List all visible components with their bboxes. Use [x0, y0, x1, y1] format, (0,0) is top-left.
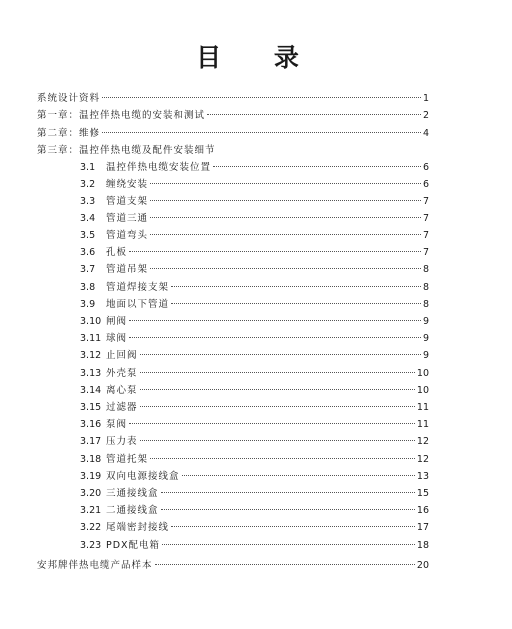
toc-entry-number: 3.3: [80, 196, 96, 207]
toc-entry-label: 管道托架: [106, 454, 149, 465]
toc-subentry[interactable]: [80, 348, 429, 364]
toc-entry-page: 2: [422, 110, 429, 121]
toc-leader-dots: [129, 337, 421, 338]
toc-entry-label: 管道吊架: [106, 264, 149, 275]
toc-entry-page: 8: [422, 264, 429, 275]
toc-entry-number: 3.22: [80, 522, 102, 533]
toc-entry-number: 3.20: [80, 488, 102, 499]
toc-entry-number: 3.14: [80, 385, 102, 396]
toc-entry-page: 7: [422, 213, 429, 224]
toc-entry-label: 管道弯头: [106, 230, 149, 241]
toc-leader-dots: [140, 440, 415, 441]
toc-entry-number: 3.10: [80, 316, 102, 327]
toc-leader-dots: [150, 217, 421, 218]
toc-leader-dots: [129, 423, 415, 424]
toc-entry-number: 3.1: [80, 162, 96, 173]
toc-leader-dots: [155, 564, 415, 565]
toc-entry-number: 3.16: [80, 419, 102, 430]
toc-entry-number: 3.15: [80, 402, 102, 413]
toc-entry-label: 闸阀: [106, 316, 128, 327]
toc-subentry[interactable]: [80, 280, 429, 296]
toc-entry-number: 3.6: [80, 247, 96, 258]
toc-leader-dots: [150, 183, 421, 184]
toc-leader-dots: [150, 268, 421, 269]
toc-leader-dots: [140, 389, 415, 390]
toc-entry-label: 缠绕安装: [106, 179, 149, 190]
toc-subentry[interactable]: [80, 486, 429, 502]
toc-entry-page: 17: [416, 522, 429, 533]
toc-subentry[interactable]: [80, 383, 429, 399]
toc-entry-label: 尾端密封接线: [106, 522, 170, 533]
toc-entry-page: 8: [422, 282, 429, 293]
toc-leader-dots: [171, 526, 415, 527]
toc-leader-dots: [182, 475, 415, 476]
toc-subentry[interactable]: [80, 211, 429, 227]
toc-entry-number: 3.2: [80, 179, 96, 190]
toc-entry-number: 3.21: [80, 505, 102, 516]
toc-entry-page: 20: [416, 560, 429, 571]
toc-entry-label: 第一章：温控伴热电缆的安装和测试: [37, 110, 206, 121]
toc-entry-label: 泵阀: [106, 419, 128, 430]
toc-subentry[interactable]: [80, 160, 429, 176]
toc-subentry[interactable]: [80, 366, 429, 382]
toc-entry-page: 15: [416, 488, 429, 499]
toc-entry-label: 离心泵: [106, 385, 138, 396]
toc-entry-label: 系统设计资料: [37, 93, 101, 104]
toc-entry-label: 第二章：维修: [37, 128, 101, 139]
toc-entry-page: 16: [416, 505, 429, 516]
toc-leader-dots: [150, 458, 415, 459]
toc-subentry[interactable]: [80, 469, 429, 485]
toc-entry-page: 7: [422, 196, 429, 207]
toc-entry-number: 3.17: [80, 436, 102, 447]
toc-subentry[interactable]: [80, 400, 429, 416]
toc-leader-dots: [129, 251, 421, 252]
toc-entry-page: 13: [416, 471, 429, 482]
toc-entry-label: 管道支架: [106, 196, 149, 207]
toc-subentry[interactable]: [80, 417, 429, 433]
toc-entry-label: 过滤器: [106, 402, 138, 413]
toc-subentry[interactable]: [80, 177, 429, 193]
toc-entry-page: 1: [422, 93, 429, 104]
toc-entry-number: 3.5: [80, 230, 96, 241]
toc-leader-dots: [140, 406, 415, 407]
toc-entry-label: 二通接线盒: [106, 505, 159, 516]
toc-entry-number: 3.19: [80, 471, 102, 482]
toc-entry-number: 3.7: [80, 264, 96, 275]
toc-entry-label: 双向电源接线盒: [106, 471, 180, 482]
toc-entry-page: 11: [416, 419, 429, 430]
toc-entry-label: 外壳泵: [106, 368, 138, 379]
toc-entry[interactable]: [37, 108, 429, 124]
toc-entry-page: 12: [416, 454, 429, 465]
toc-entry-number: 3.11: [80, 333, 102, 344]
toc-entry-number: 3.12: [80, 350, 102, 361]
toc-entry-page: 10: [416, 385, 429, 396]
toc-subentry[interactable]: [80, 314, 429, 330]
toc-chapter-heading[interactable]: [37, 143, 216, 159]
toc-entry-number: 3.9: [80, 299, 96, 310]
toc-entry-label: 止回阀: [106, 350, 138, 361]
toc-entry-page: 9: [422, 316, 429, 327]
toc-entry-label: 球阀: [106, 333, 128, 344]
toc-leader-dots: [171, 303, 421, 304]
toc-entry-number: 3.23: [80, 540, 102, 551]
toc-entry-label: PDX配电箱: [106, 540, 161, 551]
toc-entry-number: 3.4: [80, 213, 96, 224]
toc-entry-label: 安邦牌伴热电缆产品样本: [37, 560, 153, 571]
toc-entry-number: 3.8: [80, 282, 96, 293]
toc-entry[interactable]: [37, 91, 429, 107]
toc-entry-page: 7: [422, 230, 429, 241]
toc-subentry[interactable]: [80, 503, 429, 519]
toc-entry-page: 4: [422, 128, 429, 139]
toc-entry-label: 第三章：温控伴热电缆及配件安装细节: [37, 145, 216, 156]
toc-subentry[interactable]: [80, 228, 429, 244]
toc-subentry[interactable]: [80, 331, 429, 347]
toc-entry-label: 三通接线盒: [106, 488, 159, 499]
toc-leader-dots: [140, 372, 415, 373]
toc-leader-dots: [150, 200, 421, 201]
toc-entry-page: 12: [416, 436, 429, 447]
toc-subentry[interactable]: [80, 297, 429, 313]
toc-entry-page: 9: [422, 333, 429, 344]
toc-entry[interactable]: [37, 558, 429, 574]
toc-entry-page: 7: [422, 247, 429, 258]
toc-entry[interactable]: [37, 126, 429, 142]
toc-leader-dots: [102, 132, 421, 133]
toc-entry-label: 管道三通: [106, 213, 149, 224]
toc-leader-dots: [207, 114, 421, 115]
toc-entry-label: 压力表: [106, 436, 138, 447]
toc-leader-dots: [140, 354, 421, 355]
toc-subentry[interactable]: [80, 194, 429, 210]
toc-leader-dots: [150, 234, 421, 235]
toc-entry-page: 6: [422, 162, 429, 173]
toc-entry-page: 9: [422, 350, 429, 361]
toc-subentry[interactable]: [80, 434, 429, 450]
toc-entry-label: 管道焊接支架: [106, 282, 170, 293]
toc-leader-dots: [161, 509, 415, 510]
toc-leader-dots: [162, 544, 415, 545]
toc-leader-dots: [129, 320, 421, 321]
toc-subentry[interactable]: [80, 520, 429, 536]
toc-entry-page: 18: [416, 540, 429, 551]
toc-entry-page: 6: [422, 179, 429, 190]
toc-leader-dots: [171, 286, 421, 287]
toc-entry-page: 10: [416, 368, 429, 379]
toc-entry-label: 温控伴热电缆安装位置: [106, 162, 212, 173]
toc-entry-page: 8: [422, 299, 429, 310]
toc-subentry[interactable]: [80, 538, 429, 554]
toc-entry-number: 3.18: [80, 454, 102, 465]
toc-leader-dots: [213, 166, 421, 167]
page-title: 目 录: [196, 43, 321, 72]
toc-subentry[interactable]: [80, 262, 429, 278]
toc-subentry[interactable]: [80, 245, 429, 261]
toc-leader-dots: [161, 492, 415, 493]
toc-entry-number: 3.13: [80, 368, 102, 379]
toc-subentry[interactable]: [80, 452, 429, 468]
toc-leader-dots: [102, 97, 421, 98]
toc-entry-page: 11: [416, 402, 429, 413]
toc-entry-label: 孔板: [106, 247, 128, 258]
toc-entry-label: 地面以下管道: [106, 299, 170, 310]
